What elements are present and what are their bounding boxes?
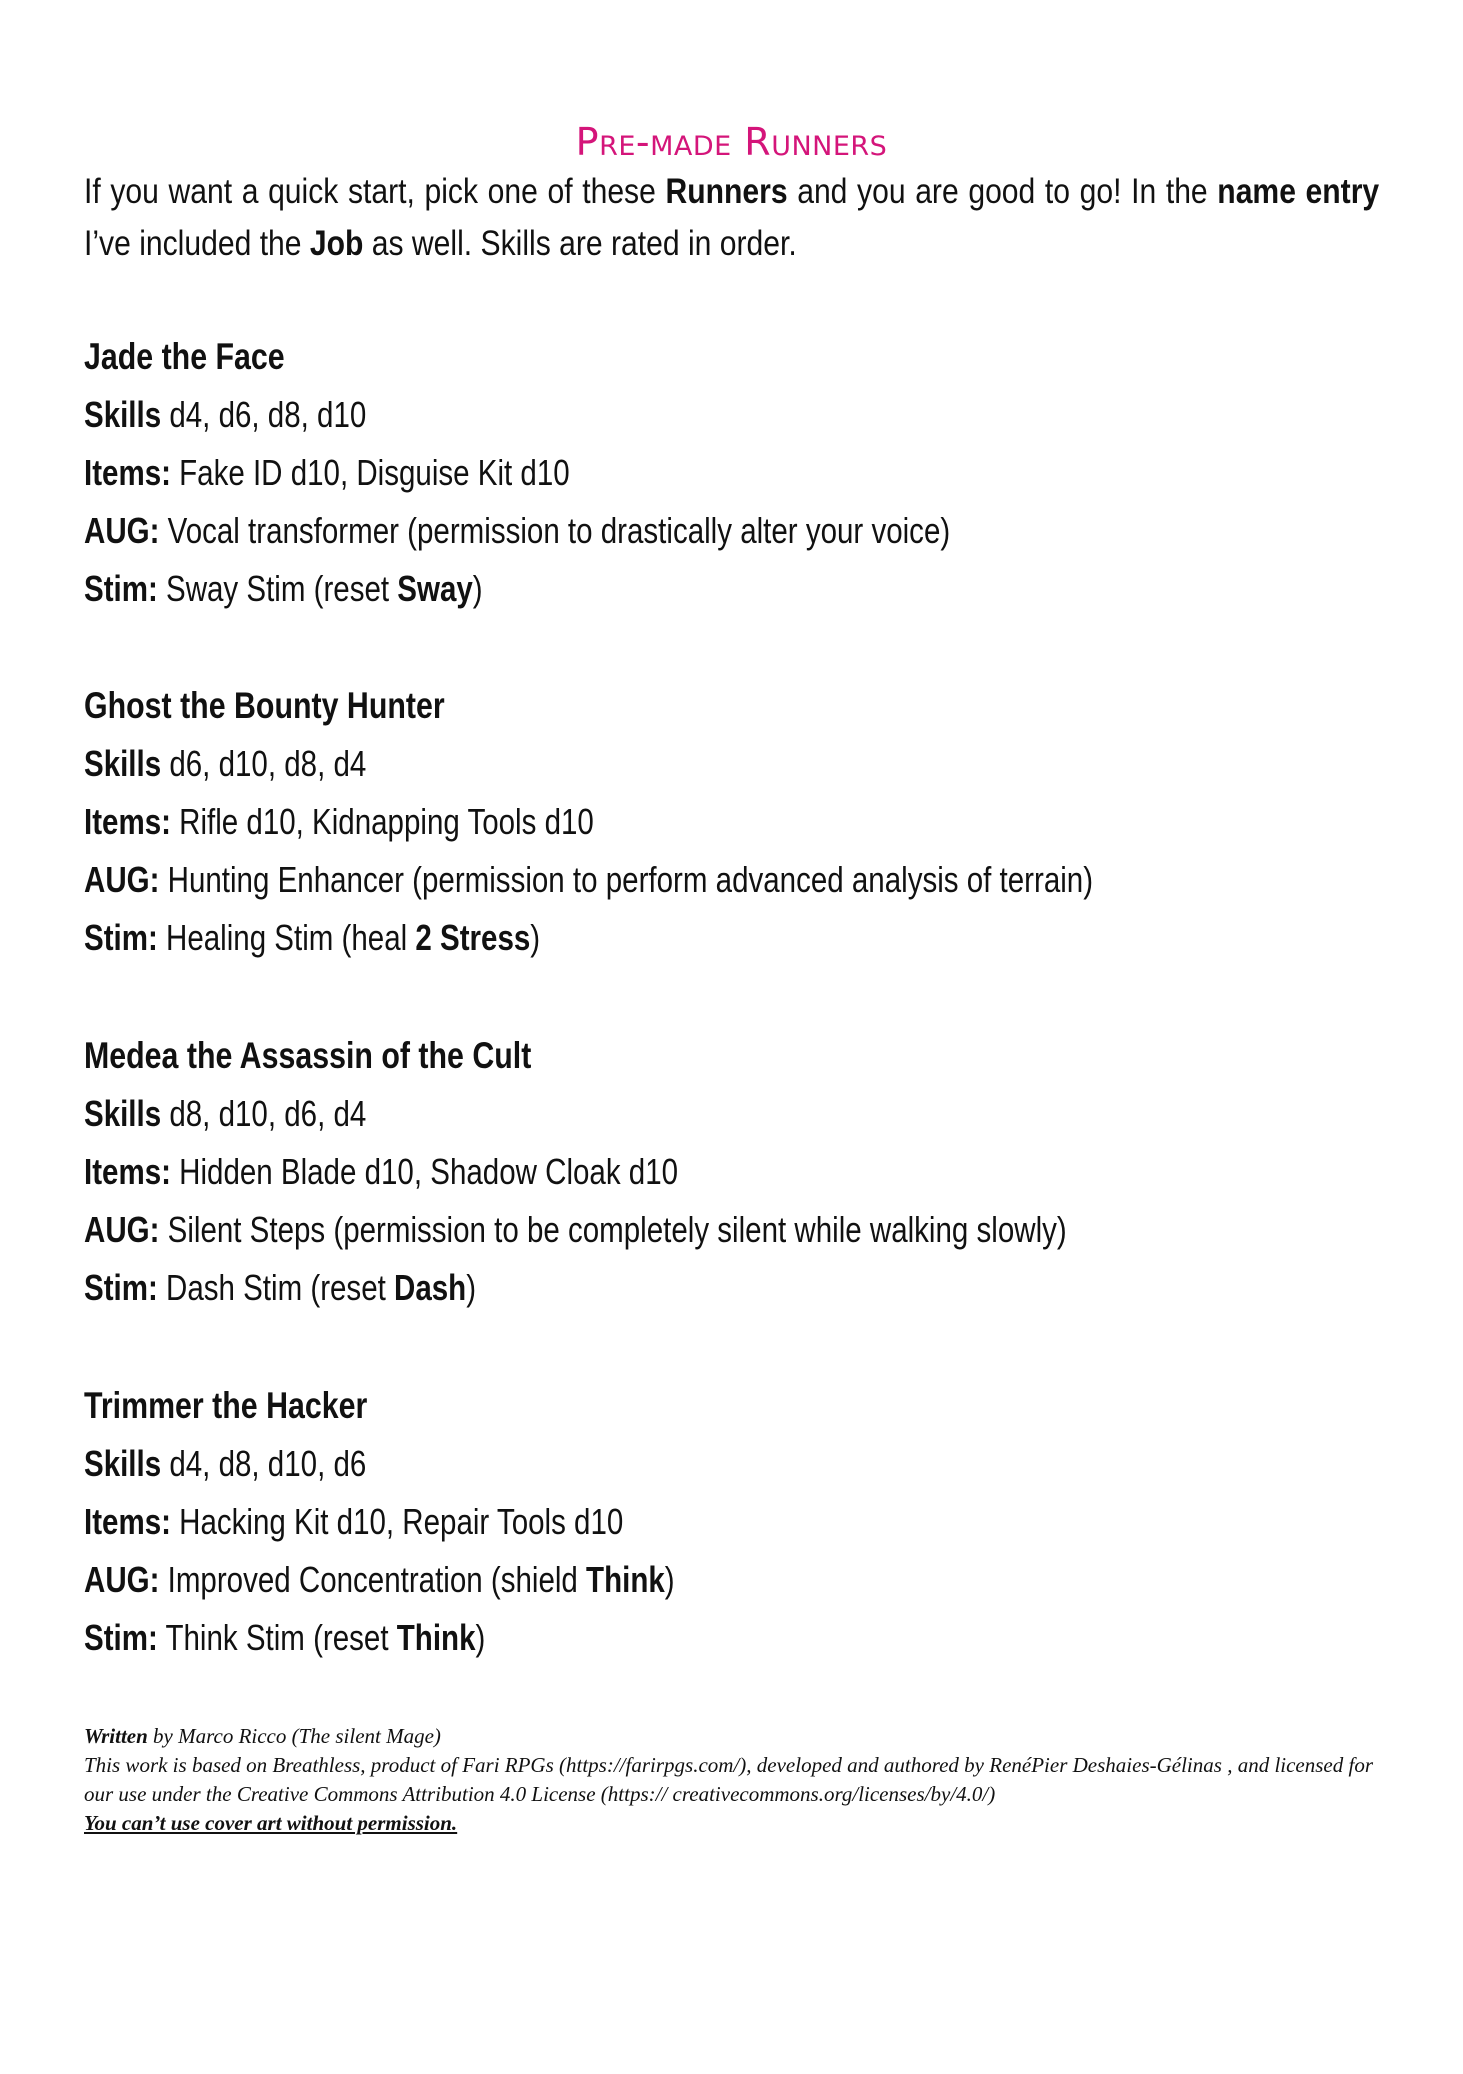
runner-skills bbox=[84, 1085, 1067, 1143]
runner-name: Medea the Assassin of the Cult bbox=[84, 1035, 532, 1076]
intro-paragraph bbox=[84, 166, 1379, 270]
skills-value: d6, d10, d8, d4 bbox=[161, 743, 367, 784]
aug-value-end: ) bbox=[664, 1559, 675, 1600]
stim-value: Healing Stim (heal bbox=[157, 917, 416, 958]
intro-job: Job bbox=[309, 224, 364, 263]
runner-items bbox=[84, 444, 950, 502]
aug-label: AUG: bbox=[84, 859, 160, 900]
runner-stim bbox=[84, 1609, 675, 1667]
runner-aug bbox=[84, 502, 950, 560]
written-label: Written bbox=[84, 1724, 148, 1748]
aug-label: AUG: bbox=[84, 510, 160, 551]
runner-items bbox=[84, 793, 1093, 851]
stim-label: Stim: bbox=[84, 1617, 158, 1658]
credits-written bbox=[84, 1722, 1380, 1751]
aug-value: Vocal transformer (permission to drastically alter your voice) bbox=[159, 510, 951, 551]
skills-value: d8, d10, d6, d4 bbox=[161, 1093, 367, 1134]
stim-value-end: ) bbox=[530, 917, 541, 958]
runner-jade bbox=[84, 328, 950, 618]
aug-label: AUG: bbox=[84, 1209, 160, 1250]
skills-value: d4, d6, d8, d10 bbox=[161, 394, 367, 435]
intro-text: as well. Skills are rated in order. bbox=[363, 224, 797, 263]
runner-ghost bbox=[84, 677, 1093, 967]
runner-stim bbox=[84, 909, 1093, 967]
items-label: Items: bbox=[84, 1151, 171, 1192]
items-value: Fake ID d10, Disguise Kit d10 bbox=[170, 452, 570, 493]
aug-label: AUG: bbox=[84, 1559, 160, 1600]
aug-value-bold: Think bbox=[586, 1559, 665, 1600]
intro-text: I’ve included the bbox=[84, 224, 310, 263]
skills-label: Skills bbox=[84, 394, 162, 435]
stim-value-bold: Sway bbox=[397, 568, 473, 609]
items-label: Items: bbox=[84, 801, 171, 842]
written-author: by Marco Ricco (The silent Mage) bbox=[147, 1724, 441, 1748]
credits-warning: You can’t use cover art without permission. bbox=[84, 1811, 458, 1835]
stim-label: Stim: bbox=[84, 917, 158, 958]
items-label: Items: bbox=[84, 1501, 171, 1542]
stim-value: Dash Stim (reset bbox=[157, 1267, 395, 1308]
items-value: Hacking Kit d10, Repair Tools d10 bbox=[170, 1501, 624, 1542]
runner-trimmer bbox=[84, 1377, 675, 1667]
stim-value-bold: Think bbox=[396, 1617, 476, 1658]
items-value: Rifle d10, Kidnapping Tools d10 bbox=[170, 801, 594, 842]
intro-runners: Runners bbox=[665, 172, 788, 211]
runner-aug bbox=[84, 1551, 675, 1609]
stim-value-bold: Dash bbox=[394, 1267, 467, 1308]
stim-value-end: ) bbox=[472, 568, 483, 609]
skills-label: Skills bbox=[84, 743, 162, 784]
stim-value-end: ) bbox=[475, 1617, 486, 1658]
stim-label: Stim: bbox=[84, 568, 158, 609]
runner-medea bbox=[84, 1027, 1067, 1317]
runner-name: Jade the Face bbox=[84, 336, 285, 377]
runner-skills bbox=[84, 1435, 675, 1493]
intro-text: and you are good to go! In the bbox=[787, 172, 1218, 211]
intro-name-entry: name entry bbox=[1217, 172, 1380, 211]
stim-value: Think Stim (reset bbox=[157, 1617, 397, 1658]
intro-text: If you want a quick start, pick one of these bbox=[84, 172, 666, 211]
skills-value: d4, d8, d10, d6 bbox=[161, 1443, 367, 1484]
runner-items bbox=[84, 1493, 675, 1551]
aug-value: Improved Concentration (shield bbox=[159, 1559, 587, 1600]
aug-value: Hunting Enhancer (permission to perform advanced analysis of terrain) bbox=[159, 859, 1094, 900]
runner-skills bbox=[84, 735, 1093, 793]
runner-aug bbox=[84, 1201, 1067, 1259]
aug-value: Silent Steps (permission to be completely silent while walking slowly) bbox=[159, 1209, 1067, 1250]
items-value: Hidden Blade d10, Shadow Cloak d10 bbox=[170, 1151, 679, 1192]
skills-label: Skills bbox=[84, 1093, 162, 1134]
runner-stim bbox=[84, 560, 950, 618]
stim-value: Sway Stim (reset bbox=[157, 568, 398, 609]
stim-value-end: ) bbox=[466, 1267, 477, 1308]
skills-label: Skills bbox=[84, 1443, 162, 1484]
runner-aug bbox=[84, 851, 1093, 909]
runner-name: Ghost the Bounty Hunter bbox=[84, 685, 445, 726]
items-label: Items: bbox=[84, 452, 171, 493]
runner-skills bbox=[84, 386, 950, 444]
runner-items bbox=[84, 1143, 1067, 1201]
runner-name: Trimmer the Hacker bbox=[84, 1385, 368, 1426]
credits bbox=[84, 1722, 1380, 1838]
credits-license: This work is based on Breathless, product of Fari RPGs (https://farirpgs.com/), developed and authored by RenéPier Deshaies-Gélinas , and licensed for our use under the Creative Commons Attribution 4.0 License (https:// creativecommons.org/licenses/by/4.0/) bbox=[84, 1753, 1373, 1806]
stim-value-bold: 2 Stress bbox=[415, 917, 531, 958]
stim-label: Stim: bbox=[84, 1267, 158, 1308]
runner-stim bbox=[84, 1259, 1067, 1317]
page-title: Pre-made Runners bbox=[575, 120, 888, 164]
